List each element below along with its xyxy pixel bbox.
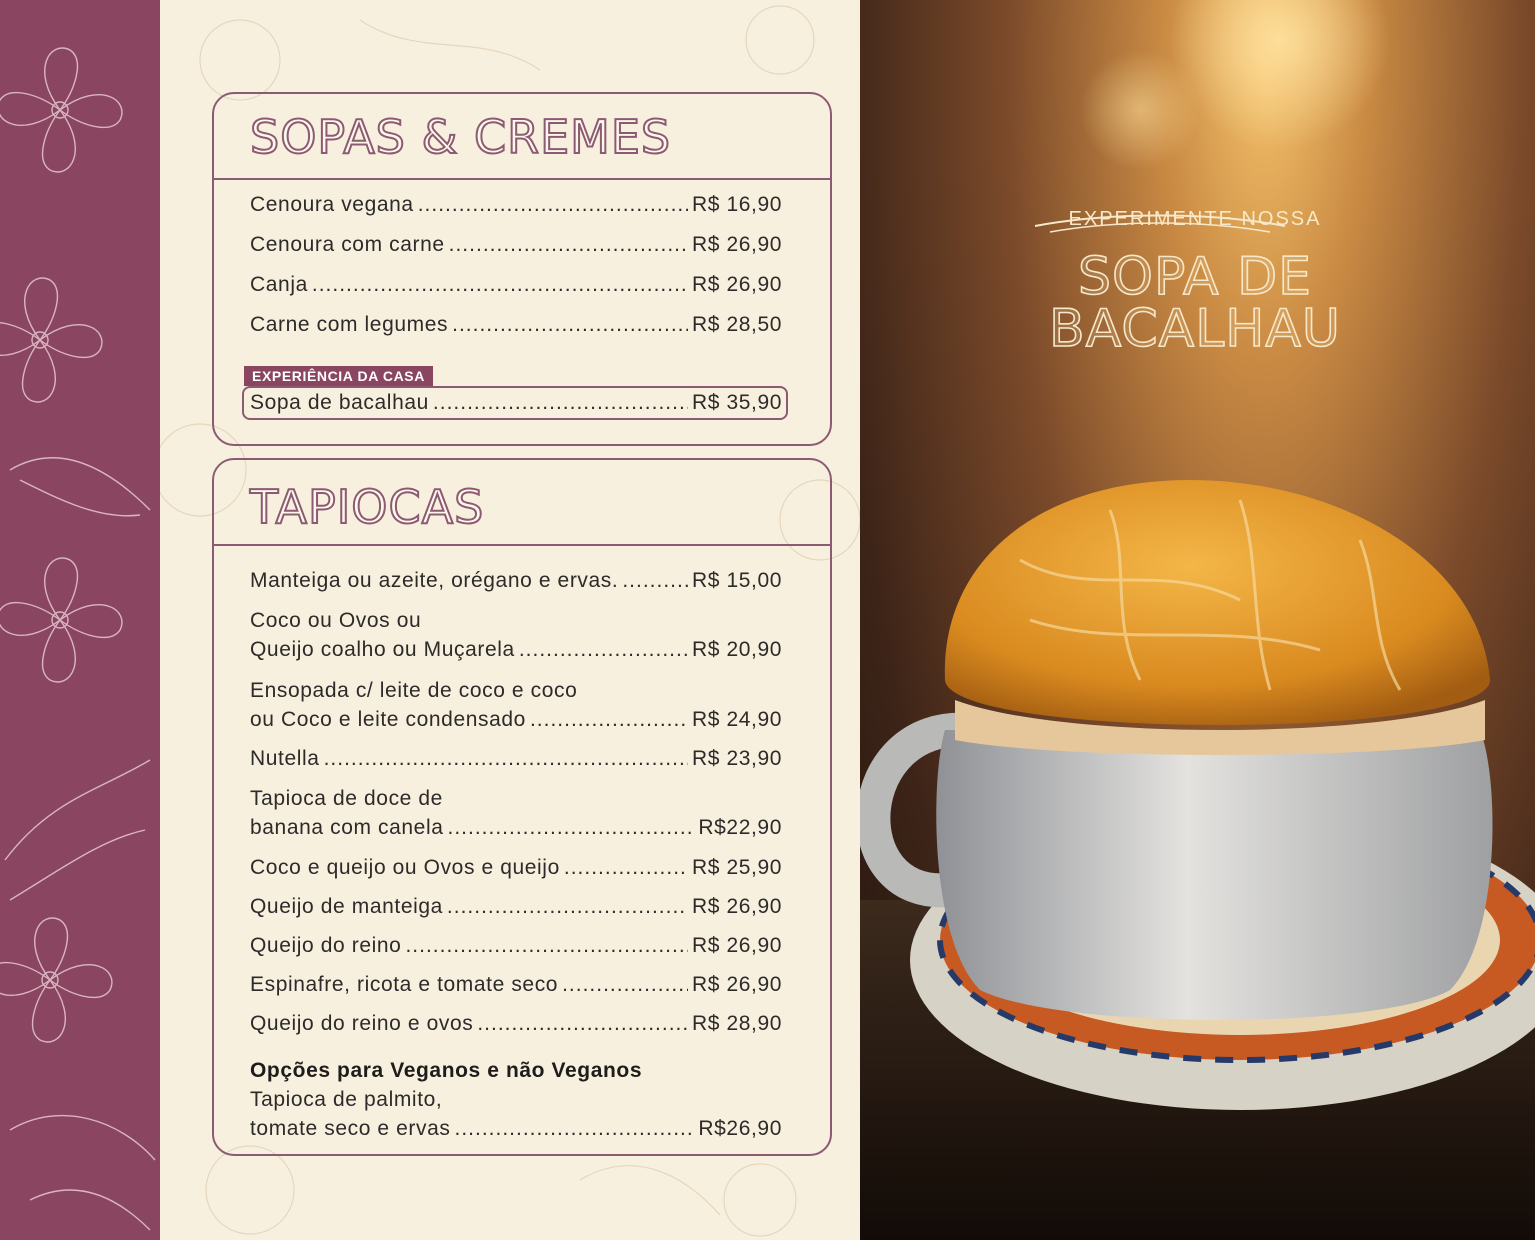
menu-item: [250, 190, 782, 219]
dot-leader: [448, 813, 695, 842]
promo-underline-icon: [1030, 212, 1290, 236]
item-name-line1: Tapioca de doce de: [250, 787, 443, 810]
divider: [214, 544, 830, 546]
item-name: tomate seco e ervas: [250, 1117, 451, 1140]
item-name: Nutella: [250, 747, 320, 770]
menu-item: [250, 230, 782, 259]
item-price: R$ 28,50: [691, 313, 782, 336]
menu-item: [250, 853, 782, 882]
dot-leader: [433, 388, 688, 417]
item-name: Manteiga ou azeite, orégano e ervas.: [250, 569, 619, 592]
item-price: R$ 28,90: [691, 1012, 782, 1035]
item-name: Queijo de manteiga: [250, 895, 443, 918]
item-name: Queijo do reino e ovos: [250, 1012, 474, 1035]
promo-line1: SOPA DE: [1078, 247, 1312, 307]
item-price: R$ 24,90: [691, 708, 782, 731]
soup-photo: [860, 0, 1535, 1240]
item-price: R$ 15,00: [691, 569, 782, 592]
item-price: R$ 20,90: [691, 638, 782, 661]
sopas-section: [212, 92, 832, 446]
menu-item: [250, 1009, 782, 1038]
dot-leader: [622, 566, 688, 595]
dot-leader: [455, 1114, 695, 1143]
section-title: TAPIOCAS: [250, 480, 485, 534]
menu-item: [250, 606, 782, 664]
item-name: Cenoura com carne: [250, 233, 445, 256]
promo-kicker: EXPERIMENTE NOSSA: [1068, 208, 1322, 230]
tapiocas-section: [212, 458, 832, 1156]
item-price: R$ 26,90: [691, 973, 782, 996]
item-price: R$ 26,90: [691, 934, 782, 957]
item-price: R$ 25,90: [691, 856, 782, 879]
menu-item: [250, 892, 782, 921]
promo-line2: BACALHAU: [1049, 299, 1341, 359]
vegan-options-item: [250, 1056, 782, 1143]
vegan-options-heading: Opções para Veganos e não Veganos: [250, 1059, 643, 1082]
item-price: R$ 26,90: [691, 233, 782, 256]
item-name: Carne com legumes: [250, 313, 449, 336]
dot-leader: [449, 230, 688, 259]
soup-bowl-illustration-icon: [860, 0, 1535, 1240]
item-price: R$ 23,90: [691, 747, 782, 770]
item-name: Espinafre, ricota e tomate seco: [250, 973, 559, 996]
dot-leader: [530, 705, 688, 734]
item-name-line1: Coco ou Ovos ou: [250, 609, 422, 632]
item-price: R$ 35,90: [691, 391, 782, 414]
item-name: banana com canela: [250, 816, 444, 839]
dot-leader: [405, 931, 688, 960]
dot-leader: [324, 744, 688, 773]
item-price: R$ 26,90: [691, 273, 782, 296]
divider: [214, 178, 830, 180]
dot-leader: [564, 853, 688, 882]
featured-menu-item: [250, 388, 782, 417]
section-title: SOPAS & CREMES: [250, 110, 672, 164]
item-name-line1: Tapioca de palmito,: [250, 1088, 443, 1111]
item-price: R$ 26,90: [691, 895, 782, 918]
menu-item: [250, 676, 782, 734]
dot-leader: [452, 310, 688, 339]
menu-item: [250, 744, 782, 773]
item-name-line1: Ensopada c/ leite de coco e coco: [250, 679, 578, 702]
item-name: Queijo coalho ou Muçarela: [250, 638, 515, 661]
dot-leader: [519, 635, 688, 664]
item-name: Coco e queijo ou Ovos e queijo: [250, 856, 560, 879]
flower-pattern-icon: [0, 0, 160, 1240]
item-price: R$26,90: [698, 1117, 782, 1140]
item-name: Queijo do reino: [250, 934, 402, 957]
dot-leader: [418, 190, 688, 219]
menu-item: [250, 270, 782, 299]
menu-item: [250, 931, 782, 960]
dot-leader: [312, 270, 688, 299]
item-name: Canja: [250, 273, 308, 296]
item-name: ou Coco e leite condensado: [250, 708, 526, 731]
floral-strip: [0, 0, 160, 1240]
promo-callout: [1030, 200, 1360, 359]
menu-item: [250, 970, 782, 999]
item-price: R$22,90: [698, 816, 782, 839]
item-name: Sopa de bacalhau: [250, 391, 429, 414]
menu-item: [250, 310, 782, 339]
menu-item: [250, 566, 782, 595]
house-experience-badge: EXPERIÊNCIA DA CASA: [244, 366, 433, 386]
dot-leader: [477, 1009, 688, 1038]
menu-item: [250, 784, 782, 842]
dot-leader: [562, 970, 688, 999]
menu-panel: [160, 0, 860, 1240]
item-price: R$ 16,90: [691, 193, 782, 216]
dot-leader: [447, 892, 688, 921]
item-name: Cenoura vegana: [250, 193, 414, 216]
